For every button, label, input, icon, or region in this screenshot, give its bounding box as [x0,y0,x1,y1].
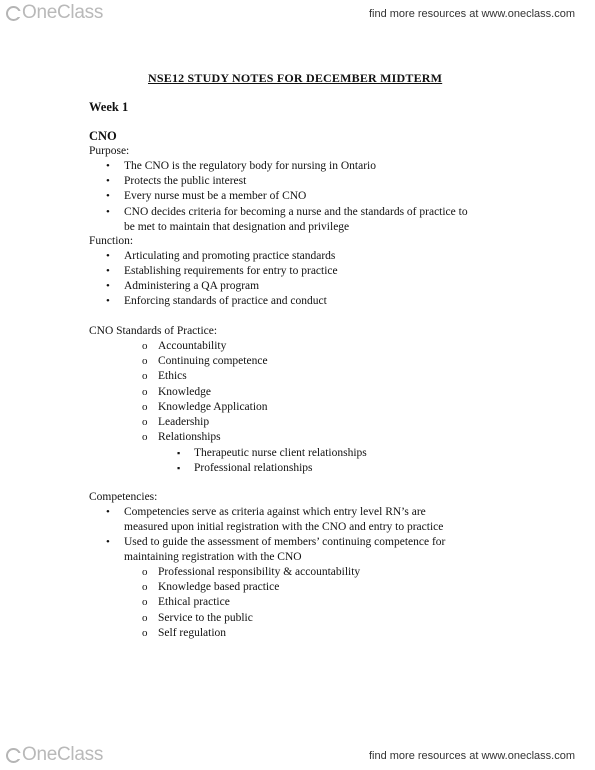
header-bar [0,0,595,28]
document-title: NSE12 STUDY NOTES FOR DECEMBER MIDTERM [148,71,443,85]
sub-bullet-icon: o [142,355,148,367]
section-heading-cno: CNO [89,129,117,143]
bullet-icon: • [106,206,110,218]
oneclass-logo[interactable] [6,745,103,765]
sub-bullet-icon: o [142,612,148,624]
sub-bullet-icon: o [142,340,148,352]
list-item-continuation: be met to maintain that designation and privilege [124,221,350,233]
bullet-icon: • [106,190,110,202]
oneclass-logo[interactable] [6,3,103,23]
footer-bar [0,742,595,770]
sub-bullet-icon: o [142,401,148,413]
sub-bullet-icon: o [142,596,148,608]
square-bullet-icon: ▪ [177,463,181,473]
logo-text: OneClass [22,744,104,765]
sub-bullet-icon: o [142,581,148,593]
bullet-icon: • [106,295,110,307]
sub-bullet-icon: o [142,416,148,428]
standards-label: CNO Standards of Practice: [89,325,218,337]
sub-bullet-icon: o [142,431,148,443]
logo-text: OneClass [22,2,104,23]
oneclass-logo-icon [6,6,21,21]
find-resources-link[interactable]: find more resources at www.oneclass.com [368,750,575,762]
find-resources-link[interactable]: find more resources at www.oneclass.com [368,8,575,20]
list-item-continuation: measured upon initial registration with the CNO and entry to practice [124,521,444,533]
week-heading: Week 1 [89,100,129,114]
list-item-continuation: maintaining registration with the CNO [124,551,302,563]
purpose-label: Purpose: [89,145,130,157]
sub-bullet-icon: o [142,566,148,578]
square-bullet-icon: ▪ [177,448,181,458]
bullet-icon: • [106,160,110,172]
sub-bullet-icon: o [142,386,148,398]
bullet-icon: • [106,265,110,277]
function-label: Function: [89,235,134,247]
bullet-icon: • [106,250,110,262]
sub-bullet-icon: o [142,370,148,382]
sub-bullet-icon: o [142,627,148,639]
oneclass-logo-icon [6,748,21,763]
bullet-icon: • [106,175,110,187]
competencies-label: Competencies: [89,491,158,503]
bullet-icon: • [106,280,110,292]
bullet-icon: • [106,506,110,518]
bullet-icon: • [106,536,110,548]
